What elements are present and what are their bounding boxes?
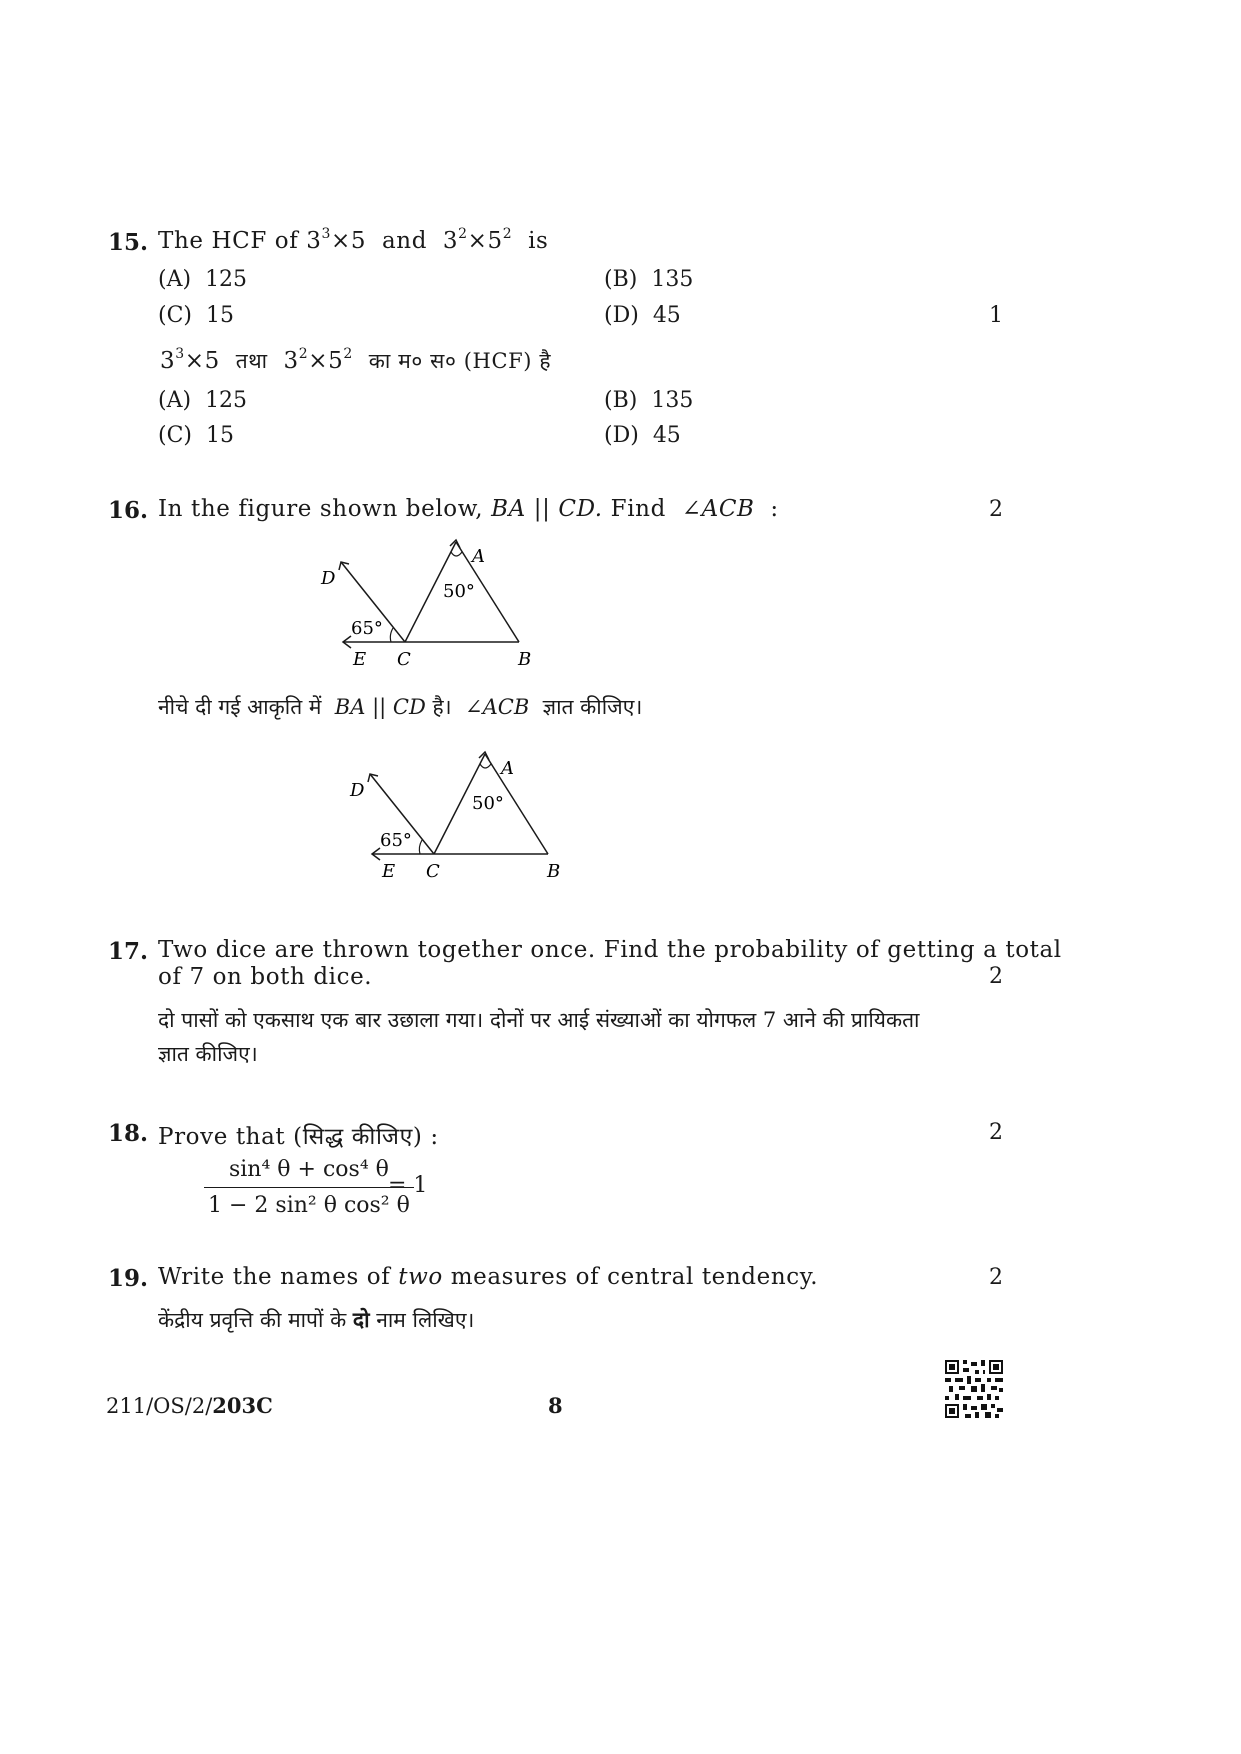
q18-marks: 2 [989,1120,1003,1145]
q15-hindi-text: $3^3\times 5$ तथा $3^2\times 5^2$ का म० स० (HCF) है [160,346,552,374]
q16-figure [315,532,545,672]
angle-label-c: 65° [380,830,412,851]
q15-option-d: (D) 45 [604,303,681,328]
angle-arc-a [451,552,462,556]
q17-hindi-line-1: दो पासों को एकसाथ एक बार उछाला गया। दोनों पर आई संख्याओं का योगफल 7 आने की प्रायिकता [158,1008,920,1032]
q19-hindi-text: केंद्रीय प्रवृत्ति की मापों के दो नाम लिखिए। [158,1307,475,1332]
q16-hindi-figure [344,744,574,884]
q18-number: 18. [108,1120,149,1147]
label-d: D [321,568,336,589]
q17-hindi-line-2: ज्ञात कीजिए। [158,1042,258,1066]
page-number: 8 [548,1393,563,1418]
qr-code-icon [945,1360,1003,1418]
q17-number: 17. [108,938,149,965]
label-e: E [353,649,367,670]
q15-marks: 1 [989,303,1003,328]
label-b: B [518,649,532,670]
label-c: C [426,861,440,882]
paper-code: 211/OS/2/203C [106,1393,273,1418]
q18-denominator: 1 − 2 sin² θ cos² θ [208,1193,410,1218]
angle-arc-a [480,764,491,768]
angle-label-c: 65° [351,618,383,639]
angle-arc-c [390,628,393,642]
q17-marks: 2 [989,964,1003,989]
q15-hindi-option-a: (A) 125 [158,388,248,413]
q15-text: The HCF of $3^3\times 5$ and $3^2\times 5^2$ is [158,226,549,254]
q18-text: Prove that (सिद्ध कीजिए) : [158,1124,439,1150]
label-d: D [350,780,365,801]
q15-option-b: (B) 135 [604,267,694,292]
q17-line-1: Two dice are thrown together once. Find the probability of getting a total [158,937,1062,963]
label-e: E [382,861,396,882]
q16-number: 16. [108,497,149,524]
q16-hindi-text: नीचे दी गई आकृति में BA || CD है। ∠ACB ज्ञात कीजिए। [158,695,643,719]
angle-label-a: 50° [443,581,475,602]
label-a: A [501,758,514,779]
q15-number: 15. [108,229,149,256]
q15-hindi-option-b: (B) 135 [604,388,694,413]
angle-arc-c [419,840,422,854]
label-b: B [547,861,561,882]
label-a: A [472,546,485,567]
q19-text: Write the names of two measures of central tendency. [158,1264,819,1290]
q15-option-c: (C) 15 [158,303,234,328]
label-c: C [397,649,411,670]
q19-marks: 2 [989,1265,1003,1290]
q18-fraction [204,1153,414,1224]
q19-number: 19. [108,1265,149,1292]
q18-rhs: = 1 [388,1173,428,1198]
q15-hindi-option-c: (C) 15 [158,423,234,448]
q18-numerator: sin⁴ θ + cos⁴ θ [204,1153,414,1188]
q15-option-a: (A) 125 [158,267,248,292]
q15-hindi-option-d: (D) 45 [604,423,681,448]
angle-label-a: 50° [472,793,504,814]
q16-marks: 2 [989,497,1003,522]
q17-line-2: of 7 on both dice. [158,964,373,990]
q16-text: In the figure shown below, BA || CD. Find ∠ACB : [158,496,779,522]
